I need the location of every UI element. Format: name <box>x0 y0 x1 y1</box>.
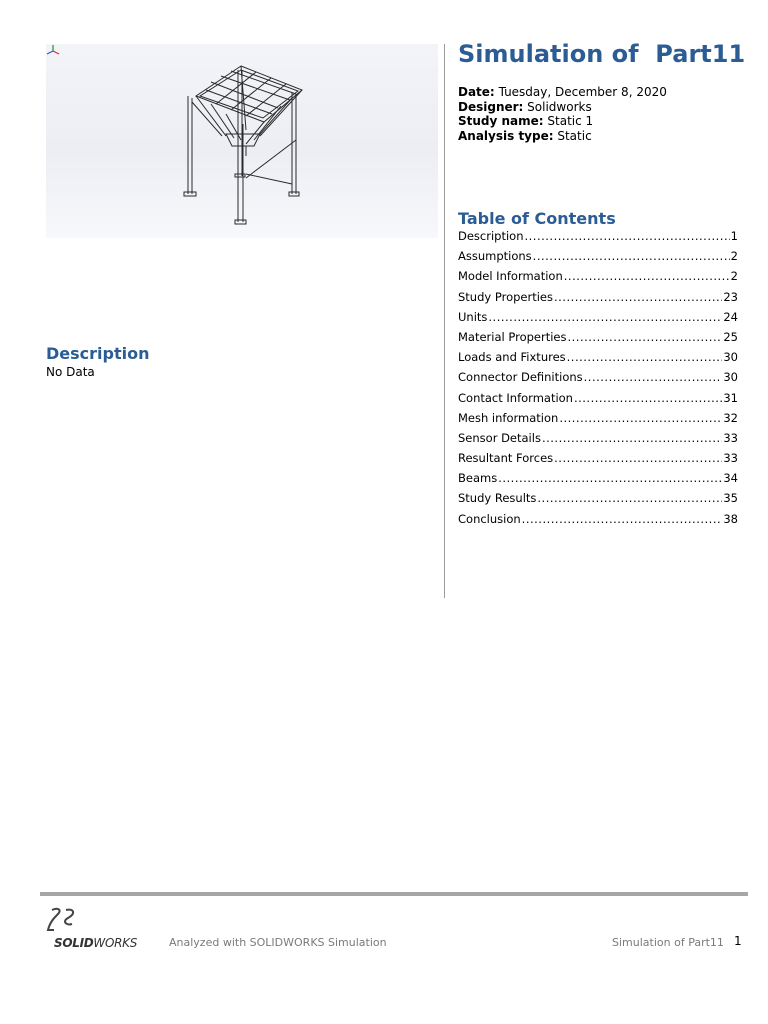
toc-entry[interactable]: Sensor Details ..... 33 <box>458 431 738 451</box>
meta-row-designer: Designer: Solidworks <box>458 99 592 114</box>
column-divider <box>444 44 445 598</box>
toc-entry[interactable]: Resultant Forces ..... 33 <box>458 451 738 471</box>
toc-entry[interactable]: Assumptions ..... 2 <box>458 249 738 269</box>
description-body: No Data <box>46 365 95 379</box>
toc-entry[interactable]: Study Properties ..... 23 <box>458 290 738 310</box>
toc-entry[interactable]: Beams ..... 34 <box>458 471 738 491</box>
toc-entry[interactable]: Contact Information ..... 31 <box>458 391 738 411</box>
meta-row-analysis-type: Analysis type: Static <box>458 128 592 143</box>
toc-entry[interactable]: Loads and Fixtures ..... 30 <box>458 350 738 370</box>
meta-row-date: Date: Tuesday, December 8, 2020 <box>458 85 667 99</box>
toc-entry[interactable]: Description ..... 1 <box>458 229 738 249</box>
axis-triad-icon <box>46 44 60 56</box>
table-of-contents <box>458 229 738 532</box>
page-title: Simulation of Part11 <box>458 40 746 68</box>
hopper-frame-drawing <box>46 44 438 238</box>
toc-entry[interactable]: Connector Definitions ..... 30 <box>458 370 738 390</box>
footer-rule <box>40 892 748 896</box>
page-number: 1 <box>734 934 742 948</box>
toc-entry[interactable]: Study Results ..... 35 <box>458 491 738 511</box>
meta-row-study-name: Study name: Static 1 <box>458 114 594 128</box>
model-preview-image <box>46 44 438 238</box>
toc-heading: Table of Contents <box>458 209 616 228</box>
toc-entry[interactable]: Material Properties ..... 25 <box>458 330 738 350</box>
footer-analyzed-text: Analyzed with SOLIDWORKS Simulation <box>169 936 387 949</box>
footer-document-title: Simulation of Part11 <box>612 936 724 949</box>
toc-entry[interactable]: Conclusion ..... 38 <box>458 512 738 532</box>
study-meta <box>458 85 667 143</box>
description-heading: Description <box>46 344 150 363</box>
toc-entry[interactable]: Mesh information ..... 32 <box>458 411 738 431</box>
ds-logo-icon <box>44 906 84 936</box>
toc-entry[interactable]: Model Information ..... 2 <box>458 269 738 289</box>
solidworks-logo-text: SOLIDWORKS <box>54 936 138 950</box>
toc-entry[interactable]: Units ..... 24 <box>458 310 738 330</box>
